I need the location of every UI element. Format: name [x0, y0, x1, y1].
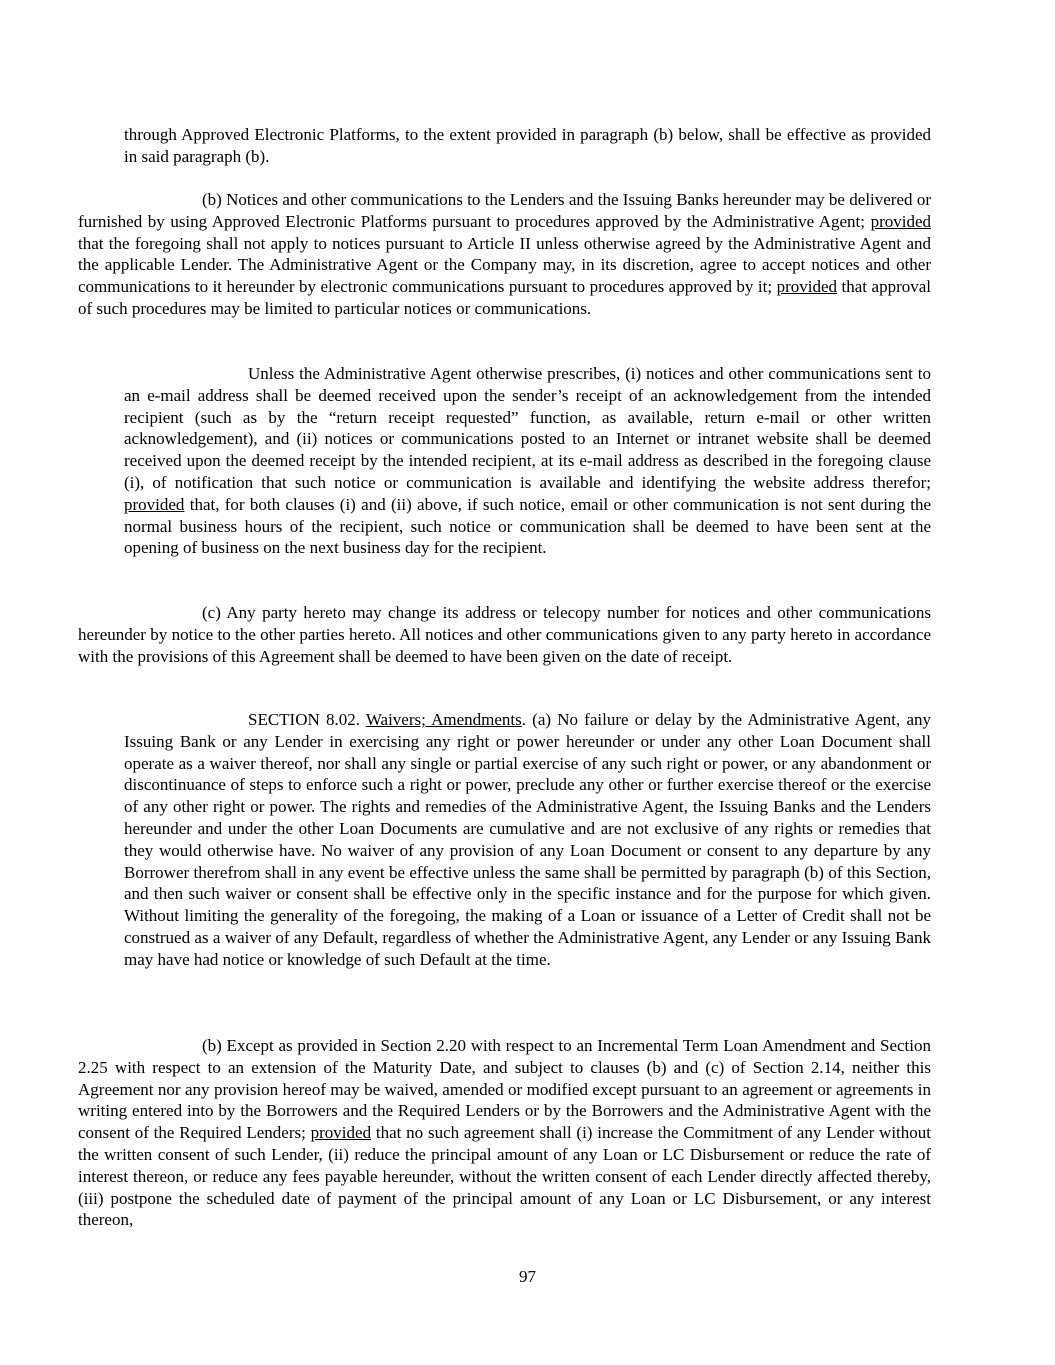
provided-term: provided [776, 277, 838, 297]
section-heading: Waivers; Amendments [365, 710, 522, 729]
paragraph-b-notices: (b) Notices and other communications to the Lenders and the Issuing Banks hereunder may be delivered or furnished by using Approved Electronic Platforms pursuant to procedures approved by the Administrative Agent; provided that the foregoing shall not apply to notices pursuant to Article II unless otherwise agreed by the Administrative Agent and the applicable Lender. The Administrative Agent or the Company may, in its discretion, agree to accept notices and other communications to it hereunder by electronic communications pursuant to procedures approved by it; provided that approval of such procedures may be limited to particular notices or communications. [78, 190, 932, 318]
paragraph-b-amendments: (b) Except as provided in Section 2.20 with respect to an Incremental Term Loan Amendment and Section 2.25 with respect to an extension of the Maturity Date, and subject to clauses (b) and (c) of Section 2.14, neither this Agreement nor any provision hereof may be waived, amended or modified except pursuant to an agreement or agreements in writing entered into by the Borrowers and the Required Lenders or by the Borrowers and the Administrative Agent with the consent of the Required Lenders; provided that no such agreement shall (i) increase the Commitment of any Lender without the written consent of such Lender, (ii) reduce the principal amount of any Loan or LC Disbursement or reduce the rate of interest thereon, or reduce any fees payable hereunder, without the written consent of each Lender directly affected thereby, (iii) postpone the scheduled date of payment of the principal amount of any Loan or LC Disbursement, or any interest thereon, [78, 1036, 931, 1230]
paragraph-continuation: through Approved Electronic Platforms, to the extent provided in paragraph (b) below, shall be effective as provided in said paragraph (b). [124, 125, 931, 166]
provided-term: provided [870, 211, 931, 231]
paragraph-unless: Unless the Administrative Agent otherwise prescribes, (i) notices and other communications sent to an e-mail address shall be deemed received upon the sender’s receipt of an acknowledgement from the intended recipient (such as by the “return receipt requested” function, as available, return e-mail or other written acknowledgement), and (ii) notices or communications posted to an Internet or intranet website shall be deemed received upon the deemed receipt by the intended recipient, at its e-mail address as described in the foregoing clause (i), of notification that such notice or communication is available and identifying the website address therefor; provided that, for both clauses (i) and (ii) above, if such notice, email or other communication is not sent during the normal business hours of the recipient, such notice or communication shall be deemed to have been sent at the opening of business on the next business day for the recipient. [124, 364, 931, 558]
paragraph-c: (c) Any party hereto may change its address or telecopy number for notices and other communications hereunder by notice to the other parties hereto. All notices and other communications given to any party hereto in accordance with the provisions of this Agreement shall be deemed to have been given on the date of receipt. [78, 603, 931, 666]
provided-term: provided [124, 494, 185, 514]
provided-term: provided [310, 1123, 372, 1143]
section-8-02: SECTION 8.02. Waivers; Amendments. (a) No failure or delay by the Administrative Agent, any Issuing Bank or any Lender in exercising any right or power hereunder or under any other Loan Document shall operate as a waiver thereof, nor shall any single or partial exercise of any such right or power, or any abandonment or discontinuance of steps to enforce such a right or power, preclude any other or further exercise thereof or the exercise of any other right or power. The rights and remedies of the Administrative Agent, the Issuing Banks and the Lenders hereunder and under the other Loan Documents are cumulative and are not exclusive of any rights or remedies that they would otherwise have. No waiver of any provision of any Loan Document or consent to any departure by any Borrower therefrom shall in any event be effective unless the same shall be permitted by paragraph (b) of this Section, and then such waiver or consent shall be effective only in the specific instance and for the purpose for which given. Without limiting the generality of the foregoing, the making of a Loan or issuance of a Letter of Credit shall not be construed as a waiver of any Default, regardless of whether the Administrative Agent, any Lender or any Issuing Bank may have had notice or knowledge of such Default at the time. [124, 710, 931, 969]
section-label: SECTION 8.02. [248, 710, 366, 729]
page-number: 97 [519, 1267, 536, 1286]
